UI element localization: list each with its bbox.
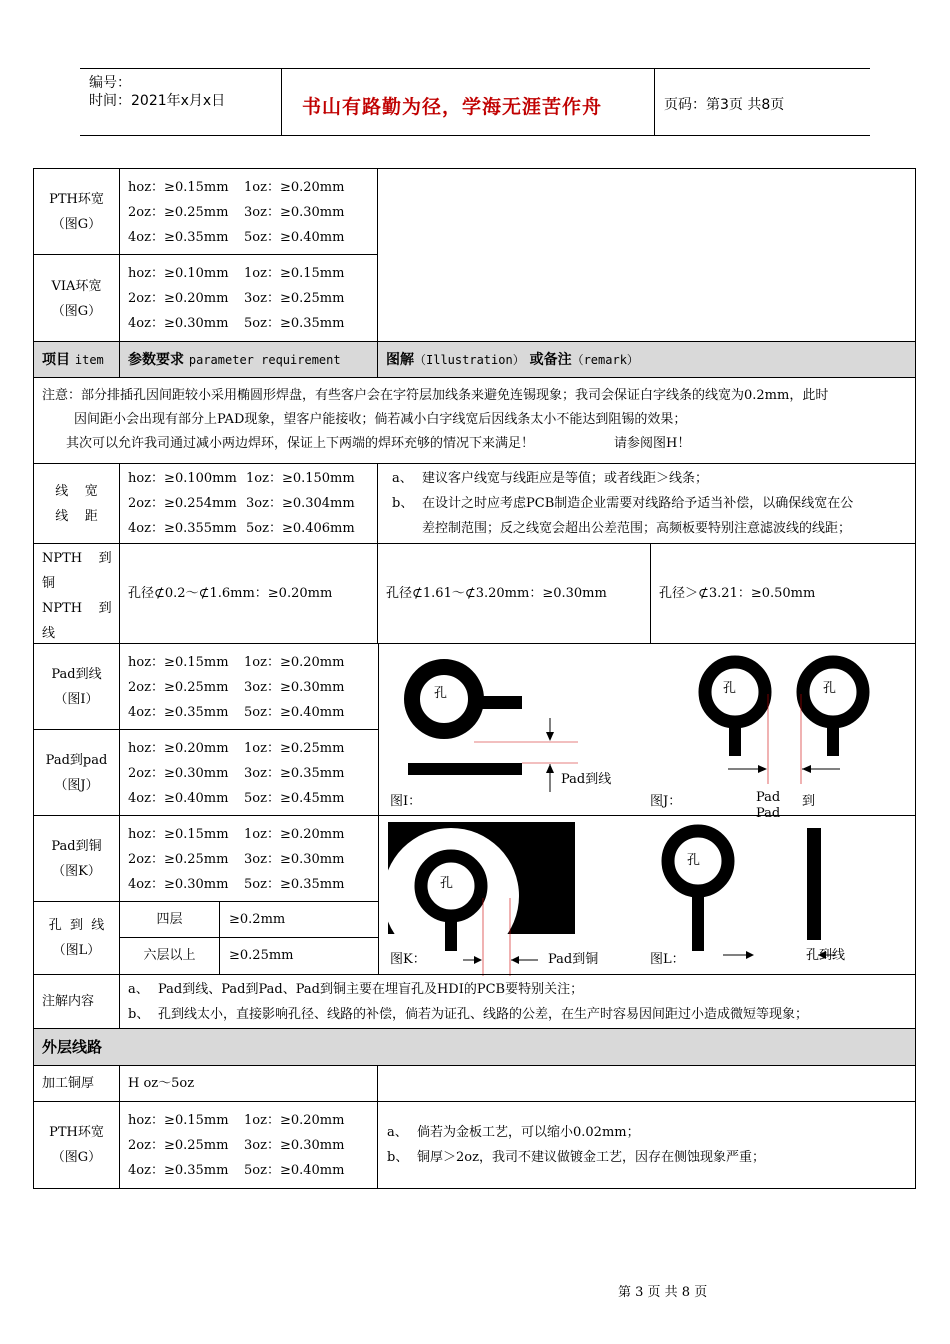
hole-line-label: 孔 到 线	[48, 918, 105, 933]
notice-line: 请参阅图H！	[614, 436, 691, 451]
hole-label: 孔	[823, 681, 837, 696]
spec-value: 1oz：≥0.25mm	[244, 741, 345, 756]
remark-text: 建议客户线宽与线距应是等值；或者线距＞线条；	[422, 471, 709, 486]
spec-value: 2oz：≥0.254mm	[128, 496, 237, 511]
spec-value: 4oz：≥0.40mm	[128, 791, 229, 806]
via-fig: （图G）	[51, 303, 102, 319]
pth-outer-label: PTH环宽	[49, 1125, 104, 1140]
header-divider-1	[281, 68, 282, 136]
spec-value: 3oz：≥0.30mm	[244, 205, 345, 220]
spec-value: 2oz：≥0.20mm	[128, 291, 229, 306]
remark-prefix: a、	[387, 1125, 408, 1140]
npth-label: NPTH 到	[42, 601, 112, 616]
spec-value: 3oz：≥0.30mm	[244, 852, 345, 867]
spec-value: 1oz：≥0.150mm	[246, 471, 355, 486]
col-illus-en: （Illustration）	[414, 353, 525, 367]
row-pad-to-copper	[34, 816, 379, 902]
hole-label: 孔	[434, 686, 448, 701]
column-header-row	[34, 342, 915, 378]
pad-line-label: Pad到线	[51, 666, 102, 682]
npth-label: NPTH 到	[42, 551, 112, 566]
fig-k-title: 图K：	[390, 952, 426, 967]
pth-label: PTH环宽	[49, 191, 104, 207]
row-annotation	[34, 975, 915, 1029]
row-copper-thickness	[34, 1066, 915, 1102]
remark-text: 差控制范围；反之线宽会超出公差范围；高频板要特别注意滤波线的线距；	[422, 521, 852, 536]
spec-value: 1oz：≥0.20mm	[244, 180, 345, 195]
pth-fig: （图G）	[51, 216, 102, 232]
npth-value-3: 孔径＞⊄3.21：≥0.50mm	[659, 586, 816, 601]
row-hole-to-line	[34, 902, 379, 975]
header-top-rule	[80, 68, 870, 69]
spec-value: 5oz：≥0.40mm	[244, 1163, 345, 1178]
col-item-en: item	[74, 353, 104, 367]
row-pth-outer	[34, 1102, 915, 1188]
spec-value: 5oz：≥0.45mm	[244, 791, 345, 806]
annotation-prefix: b、	[128, 1007, 150, 1022]
fig-l-title: 图L：	[650, 952, 685, 967]
spec-value: hoz：≥0.15mm	[128, 180, 229, 195]
header-time: 时间：2021年x月x日	[89, 93, 226, 109]
col-param-cn: 参数要求	[128, 352, 184, 368]
col-remark-cn: 或备注	[529, 352, 572, 368]
col-param-en: parameter requirement	[188, 353, 341, 367]
spec-value: 4oz：≥0.30mm	[128, 877, 229, 892]
npth-value-1: 孔径⊄0.2～⊄1.6mm：≥0.20mm	[120, 544, 378, 643]
four-layer-label: 四层	[120, 902, 220, 938]
row-pad-to-line	[34, 644, 379, 730]
outer-section-title: 外层线路	[42, 1038, 103, 1056]
six-layer-label: 六层以上	[120, 938, 220, 974]
via-label: VIA环宽	[51, 278, 102, 294]
row-npth	[34, 544, 915, 644]
spec-value: 2oz：≥0.30mm	[128, 766, 229, 781]
col-illus-cn: 图解	[386, 352, 414, 368]
figure-pad-to-line	[378, 644, 915, 815]
hole-line-fig: （图L）	[52, 943, 101, 958]
hole-label: 孔	[440, 876, 454, 891]
spec-value: 5oz：≥0.35mm	[244, 877, 345, 892]
footer-page-number: 第 3 页 共 8 页	[618, 1285, 708, 1300]
fig-j-caption: Pad	[756, 790, 781, 805]
remark-prefix: b、	[392, 496, 414, 511]
spec-value: 1oz：≥0.20mm	[244, 827, 345, 842]
remark-text: 倘若为金板工艺，可以缩小0.02mm；	[417, 1125, 640, 1140]
spec-value: 5oz：≥0.406mm	[246, 521, 355, 536]
pth-outer-fig: （图G）	[51, 1150, 102, 1165]
remark-text: 铜厚＞2oz，我司不建议做镀金工艺，因存在侧蚀现象严重；	[417, 1150, 765, 1165]
header-divider-2	[654, 68, 655, 136]
spec-value: 1oz：≥0.20mm	[244, 1113, 345, 1128]
spec-value: 2oz：≥0.25mm	[128, 852, 229, 867]
six-layer-value: ≥0.25mm	[229, 948, 294, 963]
remark-prefix: a、	[392, 471, 413, 486]
spec-value: 3oz：≥0.30mm	[244, 1138, 345, 1153]
copper-value: H oz～5oz	[120, 1066, 378, 1101]
spec-value: 2oz：≥0.25mm	[128, 1138, 229, 1153]
spec-value: hoz：≥0.20mm	[128, 741, 229, 756]
annotation-text: Pad到线、Pad到Pad、Pad到铜主要在埋盲孔及HDI的PCB要特别关注；	[158, 982, 584, 997]
header-bottom-rule	[80, 135, 870, 136]
spec-value: 4oz：≥0.35mm	[128, 1163, 229, 1178]
line-trace	[408, 763, 522, 775]
notice-line: 注意：部分排插孔因间距较小采用椭圆形焊盘，有些客户会在字符层加线条来避免连锡现象；我司会保证白字线条的线宽为0.2mm，此时	[42, 388, 829, 403]
annotation-prefix: a、	[128, 982, 149, 997]
spec-value: 4oz：≥0.35mm	[128, 230, 229, 245]
row-via	[34, 255, 378, 342]
spec-value: 1oz：≥0.20mm	[244, 655, 345, 670]
fig-i-caption: Pad到线	[561, 772, 612, 787]
notice-row	[34, 378, 915, 464]
spec-value: 3oz：≥0.35mm	[244, 766, 345, 781]
fig-l-caption: 孔到线	[806, 948, 846, 963]
spec-value: 5oz：≥0.35mm	[244, 316, 345, 331]
spec-value: 4oz：≥0.355mm	[128, 521, 237, 536]
row-pad-to-pad	[34, 730, 379, 816]
spec-value: 3oz：≥0.304mm	[246, 496, 355, 511]
spec-value: 4oz：≥0.35mm	[128, 705, 229, 720]
spec-value: 3oz：≥0.30mm	[244, 680, 345, 695]
spec-value: 4oz：≥0.30mm	[128, 316, 229, 331]
remark-text: 在设计之时应考虑PCB制造企业需要对线路给予适当补偿，以确保线宽在公	[422, 496, 854, 511]
notice-line: 其次可以允许我司通过减小两边焊环，保证上下两端的焊环充够的情况下来满足！	[66, 436, 535, 451]
annotation-text: 孔到线太小，直接影响孔径、线路的补偿，倘若为证孔、线路的公差，在生产时容易因间距过小造成微短等现象；	[158, 1007, 809, 1022]
row-pth-inner	[34, 169, 378, 255]
hole-label: 孔	[723, 681, 737, 696]
spec-value: 1oz：≥0.15mm	[244, 266, 345, 281]
annotation-label: 注解内容	[34, 975, 120, 1028]
spec-value: 3oz：≥0.25mm	[244, 291, 345, 306]
pad-trace	[474, 696, 522, 709]
spec-value: 2oz：≥0.25mm	[128, 680, 229, 695]
pth-via-remark-cell	[377, 169, 915, 341]
spec-value: hoz：≥0.10mm	[128, 266, 229, 281]
copper-label: 加工铜厚	[34, 1066, 120, 1101]
header-page: 页码：第3页 共8页	[664, 97, 785, 113]
line-trace	[807, 828, 821, 940]
spec-value: hoz：≥0.15mm	[128, 655, 229, 670]
spec-value: hoz：≥0.100mm	[128, 471, 237, 486]
pad-pad-fig: （图J）	[54, 777, 99, 793]
remark-prefix: b、	[387, 1150, 409, 1165]
row-line-width	[34, 464, 915, 544]
header-number: 编号：	[89, 75, 131, 91]
fig-j-caption: Pad	[756, 806, 781, 821]
four-layer-value: ≥0.2mm	[220, 902, 378, 938]
header-motto: 书山有路勤为径，学海无涯苦作舟	[302, 96, 603, 118]
pad-copper-label: Pad到铜	[51, 838, 102, 854]
outer-section-header	[34, 1029, 915, 1066]
fig-j-caption: 到	[802, 794, 816, 809]
spec-value: 5oz：≥0.40mm	[244, 705, 345, 720]
spec-value: 2oz：≥0.25mm	[128, 205, 229, 220]
hole-label: 孔	[687, 853, 701, 868]
line-spacing-label: 线 距	[55, 508, 98, 524]
notice-line: 因间距小会出现有部分上PAD现象，望客户能接收；倘若减小白字线宽后因线条太小不能达到阻锡的效果；	[74, 412, 687, 427]
spec-table	[33, 168, 916, 1189]
fig-j-title: 图J：	[650, 794, 682, 809]
figures-region	[378, 644, 915, 975]
spec-value: hoz：≥0.15mm	[128, 827, 229, 842]
fig-k-caption: Pad到铜	[548, 952, 599, 967]
pad-line-fig: （图I）	[54, 691, 99, 707]
pad-pad-label: Pad到pad	[45, 752, 108, 768]
spec-value: 5oz：≥0.40mm	[244, 230, 345, 245]
pad-copper-fig: （图K）	[52, 863, 101, 879]
npth-label: 铜	[42, 576, 56, 591]
line-width-label: 线 宽	[55, 483, 98, 499]
col-remark-en: （remark）	[571, 353, 639, 367]
spec-value: hoz：≥0.15mm	[128, 1113, 229, 1128]
npth-label: 线	[42, 626, 56, 641]
fig-i-title: 图I：	[390, 794, 422, 809]
col-item-cn: 项目	[42, 352, 70, 368]
npth-value-2: 孔径⊄1.61～⊄3.20mm：≥0.30mm	[378, 544, 651, 643]
